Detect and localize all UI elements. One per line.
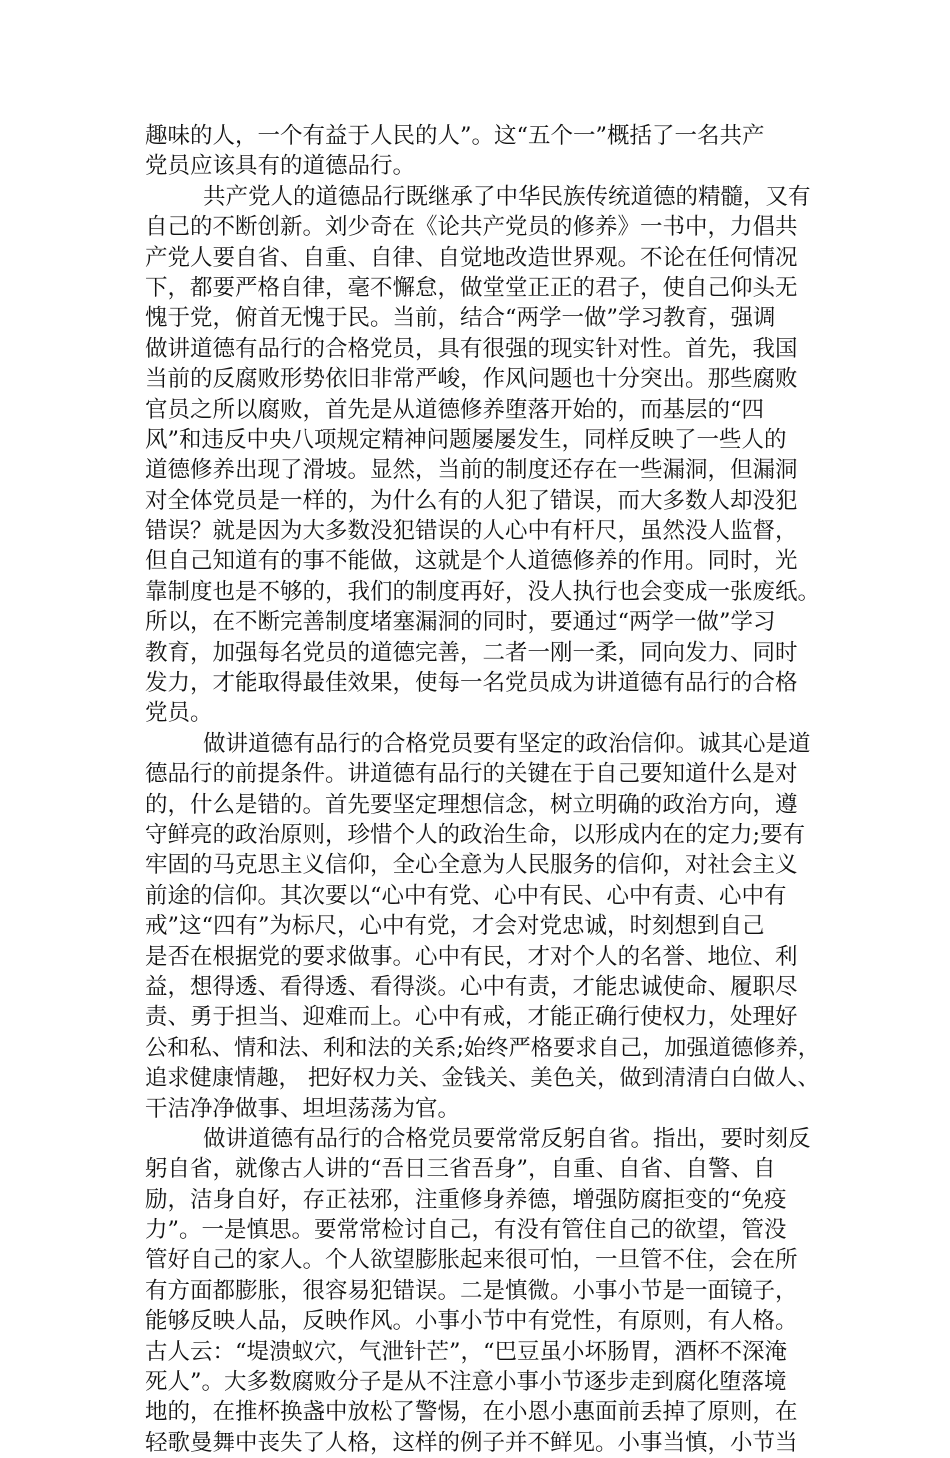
text-line: 党员应该具有的道德品行。 bbox=[145, 153, 416, 180]
text-line: 做讲道德有品行的合格党员要常常反躬自省。指出，要时刻反 bbox=[203, 1125, 811, 1152]
text-line: 戒”这“四有”为标尺，心中有党，才会对党忠诚，时刻想到自己 bbox=[145, 913, 765, 940]
text-line: 益，想得透、看得透、看得淡。心中有责，才能忠诚使命、履职尽 bbox=[145, 973, 798, 1000]
text-line: 前途的信仰。其次要以“心中有党、心中有民、心中有责、心中有 bbox=[145, 882, 787, 909]
text-line: 有方面都膨胀，很容易犯错误。二是慎微。小事小节是一面镜子， bbox=[145, 1277, 798, 1304]
text-line: 当前的反腐败形势依旧非常严峻，作风问题也十分突出。那些腐败 bbox=[145, 366, 798, 393]
text-line: 趣味的人，一个有益于人民的人”。这“五个一”概括了一名共产 bbox=[145, 123, 765, 149]
text-line: 教育，加强每名党员的道德完善，二者一刚一柔，同向发力、同时 bbox=[145, 639, 798, 666]
text-line: 自己的不断创新。刘少奇在《论共产党员的修养》一书中，力倡共 bbox=[145, 214, 798, 241]
body-text bbox=[145, 121, 825, 1458]
text-line: 古人云：“堤溃蚁穴，气泄针芒”，“巴豆虽小坏肠胃，酒杯不深淹 bbox=[145, 1338, 788, 1365]
text-line: 公和私、情和法、利和法的关系;始终严格要求自己，加强道德修养， bbox=[145, 1034, 820, 1061]
text-line: 轻歌曼舞中丧失了人格，这样的例子并不鲜见。小事当慎，小节当 bbox=[145, 1429, 798, 1456]
text-line: 死人”。大多数腐败分子是从不注意小事小节逐步走到腐化堕落境 bbox=[145, 1369, 787, 1396]
text-line: 是否在根据党的要求做事。心中有民，才对个人的名誉、地位、利 bbox=[145, 943, 798, 970]
text-line: 道德修养出现了滑坡。显然，当前的制度还存在一些漏洞，但漏洞 bbox=[145, 457, 798, 484]
text-line: 风”和违反中央八项规定精神问题屡屡发生，同样反映了一些人的 bbox=[145, 426, 787, 453]
text-line: 责、勇于担当、迎难而上。心中有戒，才能正确行使权力，处理好 bbox=[145, 1004, 798, 1031]
text-line: 守鲜亮的政治原则，珍惜个人的政治生命，以形成内在的定力;要有 bbox=[145, 821, 806, 848]
text-line: 力”。一是慎思。要常常检讨自己，有没有管住自己的欲望，管没 bbox=[145, 1217, 787, 1244]
text-line: 能够反映人品，反映作风。小事小节中有党性，有原则，有人格。 bbox=[145, 1308, 798, 1335]
text-line: 党员。 bbox=[145, 700, 213, 727]
text-line: 靠制度也是不够的，我们的制度再好，没人执行也会变成一张废纸。 bbox=[145, 578, 821, 605]
text-line: 但自己知道有的事不能做，这就是个人道德修养的作用。同时，光 bbox=[145, 548, 798, 575]
text-line: 发力，才能取得最佳效果，使每一名党员成为讲道德有品行的合格 bbox=[145, 670, 798, 697]
text-line: 错误？就是因为大多数没犯错误的人心中有杆尺，虽然没人监督， bbox=[145, 518, 798, 545]
text-line: 共产党人的道德品行既继承了中华民族传统道德的精髓，又有 bbox=[203, 183, 811, 210]
text-line: 地的，在推杯换盏中放松了警惕，在小恩小惠面前丢掉了原则，在 bbox=[145, 1399, 798, 1426]
text-line: 干洁净净做事、坦坦荡荡为官。 bbox=[145, 1095, 461, 1122]
text-line: 做讲道德有品行的合格党员，具有很强的现实针对性。首先，我国 bbox=[145, 335, 798, 362]
text-line: 躬自省，就像古人讲的“吾日三省吾身”，自重、自省、自警、自 bbox=[145, 1156, 776, 1183]
text-line: 管好自己的家人。个人欲望膨胀起来很可怕，一旦管不住，会在所 bbox=[145, 1247, 798, 1274]
text-line: 励，洁身自好，存正祛邪，注重修身养德，增强防腐拒变的“免疫 bbox=[145, 1186, 787, 1213]
text-line: 做讲道德有品行的合格党员要有坚定的政治信仰。诚其心是道 bbox=[203, 730, 811, 757]
text-line: 官员之所以腐败，首先是从道德修养堕落开始的，而基层的“四 bbox=[145, 396, 765, 423]
text-line: 对全体党员是一样的，为什么有的人犯了错误，而大多数人却没犯 bbox=[145, 487, 798, 514]
text-line: 愧于党，俯首无愧于民。当前，结合“两学一做”学习教育，强调 bbox=[145, 305, 776, 332]
text-line: 所以，在不断完善制度堵塞漏洞的同时，要通过“两学一做”学习 bbox=[145, 609, 776, 636]
text-line: 追求健康情趣， 把好权力关、金钱关、美色关，做到清清白白做人、 bbox=[145, 1065, 820, 1092]
text-line: 的，什么是错的。首先要坚定理想信念，树立明确的政治方向，遵 bbox=[145, 791, 798, 818]
text-line: 下，都要严格自律，毫不懈怠，做堂堂正正的君子，使自己仰头无 bbox=[145, 274, 798, 301]
text-line: 产党人要自省、自重、自律、自觉地改造世界观。不论在任何情况 bbox=[145, 244, 798, 271]
text-line: 德品行的前提条件。讲道德有品行的关键在于自己要知道什么是对 bbox=[145, 761, 798, 788]
text-line: 牢固的马克思主义信仰，全心全意为人民服务的信仰，对社会主义 bbox=[145, 852, 798, 879]
